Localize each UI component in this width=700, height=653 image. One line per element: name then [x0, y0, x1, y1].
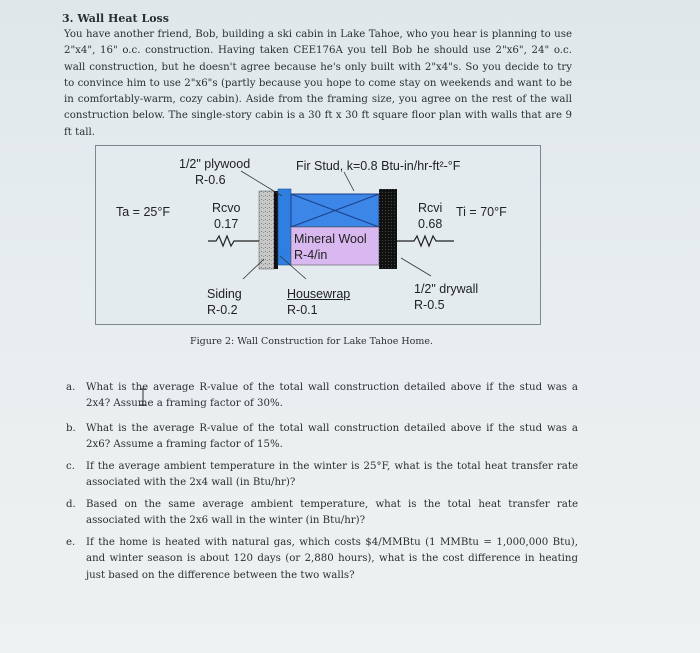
question-c: [66, 459, 578, 492]
question-text: What is the average R-value of the total wall construction detailed above if the stud was a 2x4? Assume a framing factor of 30%.: [86, 382, 578, 410]
question-b: [66, 421, 578, 454]
problem-title: 3. Wall Heat Loss: [62, 12, 169, 25]
drywall-label: 1/2" drywall: [414, 282, 479, 296]
resistor-inside-icon: [397, 236, 454, 246]
figure-caption: Figure 2: Wall Construction for Lake Tahoe Home.: [190, 336, 434, 347]
question-d: [66, 497, 578, 530]
siding-label: Siding: [207, 287, 242, 301]
question-text: If the average ambient temperature in the winter is 25°F, what is the total heat transfer rate associated with the 2x4 wall (in Btu/hr)?: [86, 461, 578, 489]
drywall-layer: [379, 189, 397, 269]
plywood-layer: [278, 189, 291, 265]
indoor-temp-label: Ti = 70°F: [456, 205, 507, 219]
question-e: [66, 535, 578, 584]
question-label: e.: [66, 537, 76, 548]
text-cursor-icon: [139, 388, 147, 406]
question-text: If the home is heated with natural gas, which costs $4/MMBtu (1 MMBtu = 1,000,000 Btu), and winter season is about 120 days (or 2,880 hours), what is the cost difference in heating just based on the difference between the two walls?: [86, 537, 578, 581]
wool-label: Mineral Wool: [294, 232, 367, 246]
question-label: d.: [66, 499, 76, 510]
ambient-temp-label: Ta = 25°F: [116, 205, 170, 219]
question-text: Based on the same average ambient temperature, what is the total heat transfer rate associated with the 2x6 wall in the winter (in Btu/hr)?: [86, 499, 578, 527]
housewrap-r-label: R-0.1: [287, 303, 318, 317]
rcvo-value: 0.17: [214, 217, 239, 231]
question-label: a.: [66, 382, 76, 393]
wall-diagram: [95, 145, 541, 325]
rcvo-label: Rcvo: [212, 201, 241, 215]
stud-label: Fir Stud, k=0.8 Btu-in/hr-ft²-°F: [296, 159, 461, 173]
wool-r-label: R-4/in: [294, 248, 328, 262]
drywall-r-label: R-0.5: [414, 298, 445, 312]
plywood-label: 1/2" plywood: [179, 157, 251, 171]
resistor-outside-icon: [208, 236, 259, 246]
question-label: c.: [66, 461, 75, 472]
question-label: b.: [66, 423, 76, 434]
rcvi-label: Rcvi: [418, 201, 443, 215]
siding-r-label: R-0.2: [207, 303, 238, 317]
housewrap-label: Housewrap: [287, 287, 351, 301]
plywood-r-label: R-0.6: [195, 173, 226, 187]
siding-layer: [259, 191, 274, 269]
housewrap-layer: [274, 191, 278, 269]
problem-intro: You have another friend, Bob, building a ski cabin in Lake Tahoe, who you hear is planning to use 2"x4", 16" o.c. construction. Having taken CEE176A you tell Bob he should use 2"x6", 24" o.c. wall construction, but he doesn't agree because he's only built with 2"x4"s. So you decide to try to convince him to use 2"x6"s (partly because you hope to come stay on weekends and want to be in comfortably-warm, cozy cabin). Aside from the framing size, you agree on the rest of the wall construction below. The single-story cabin is a 30 ft x 30 ft square floor plan with walls that are 9 ft tall.: [64, 29, 572, 138]
question-text: What is the average R-value of the total wall construction detailed above if the stud was a 2x6? Assume a framing factor of 15%.: [86, 423, 578, 451]
rcvi-value: 0.68: [418, 217, 443, 231]
